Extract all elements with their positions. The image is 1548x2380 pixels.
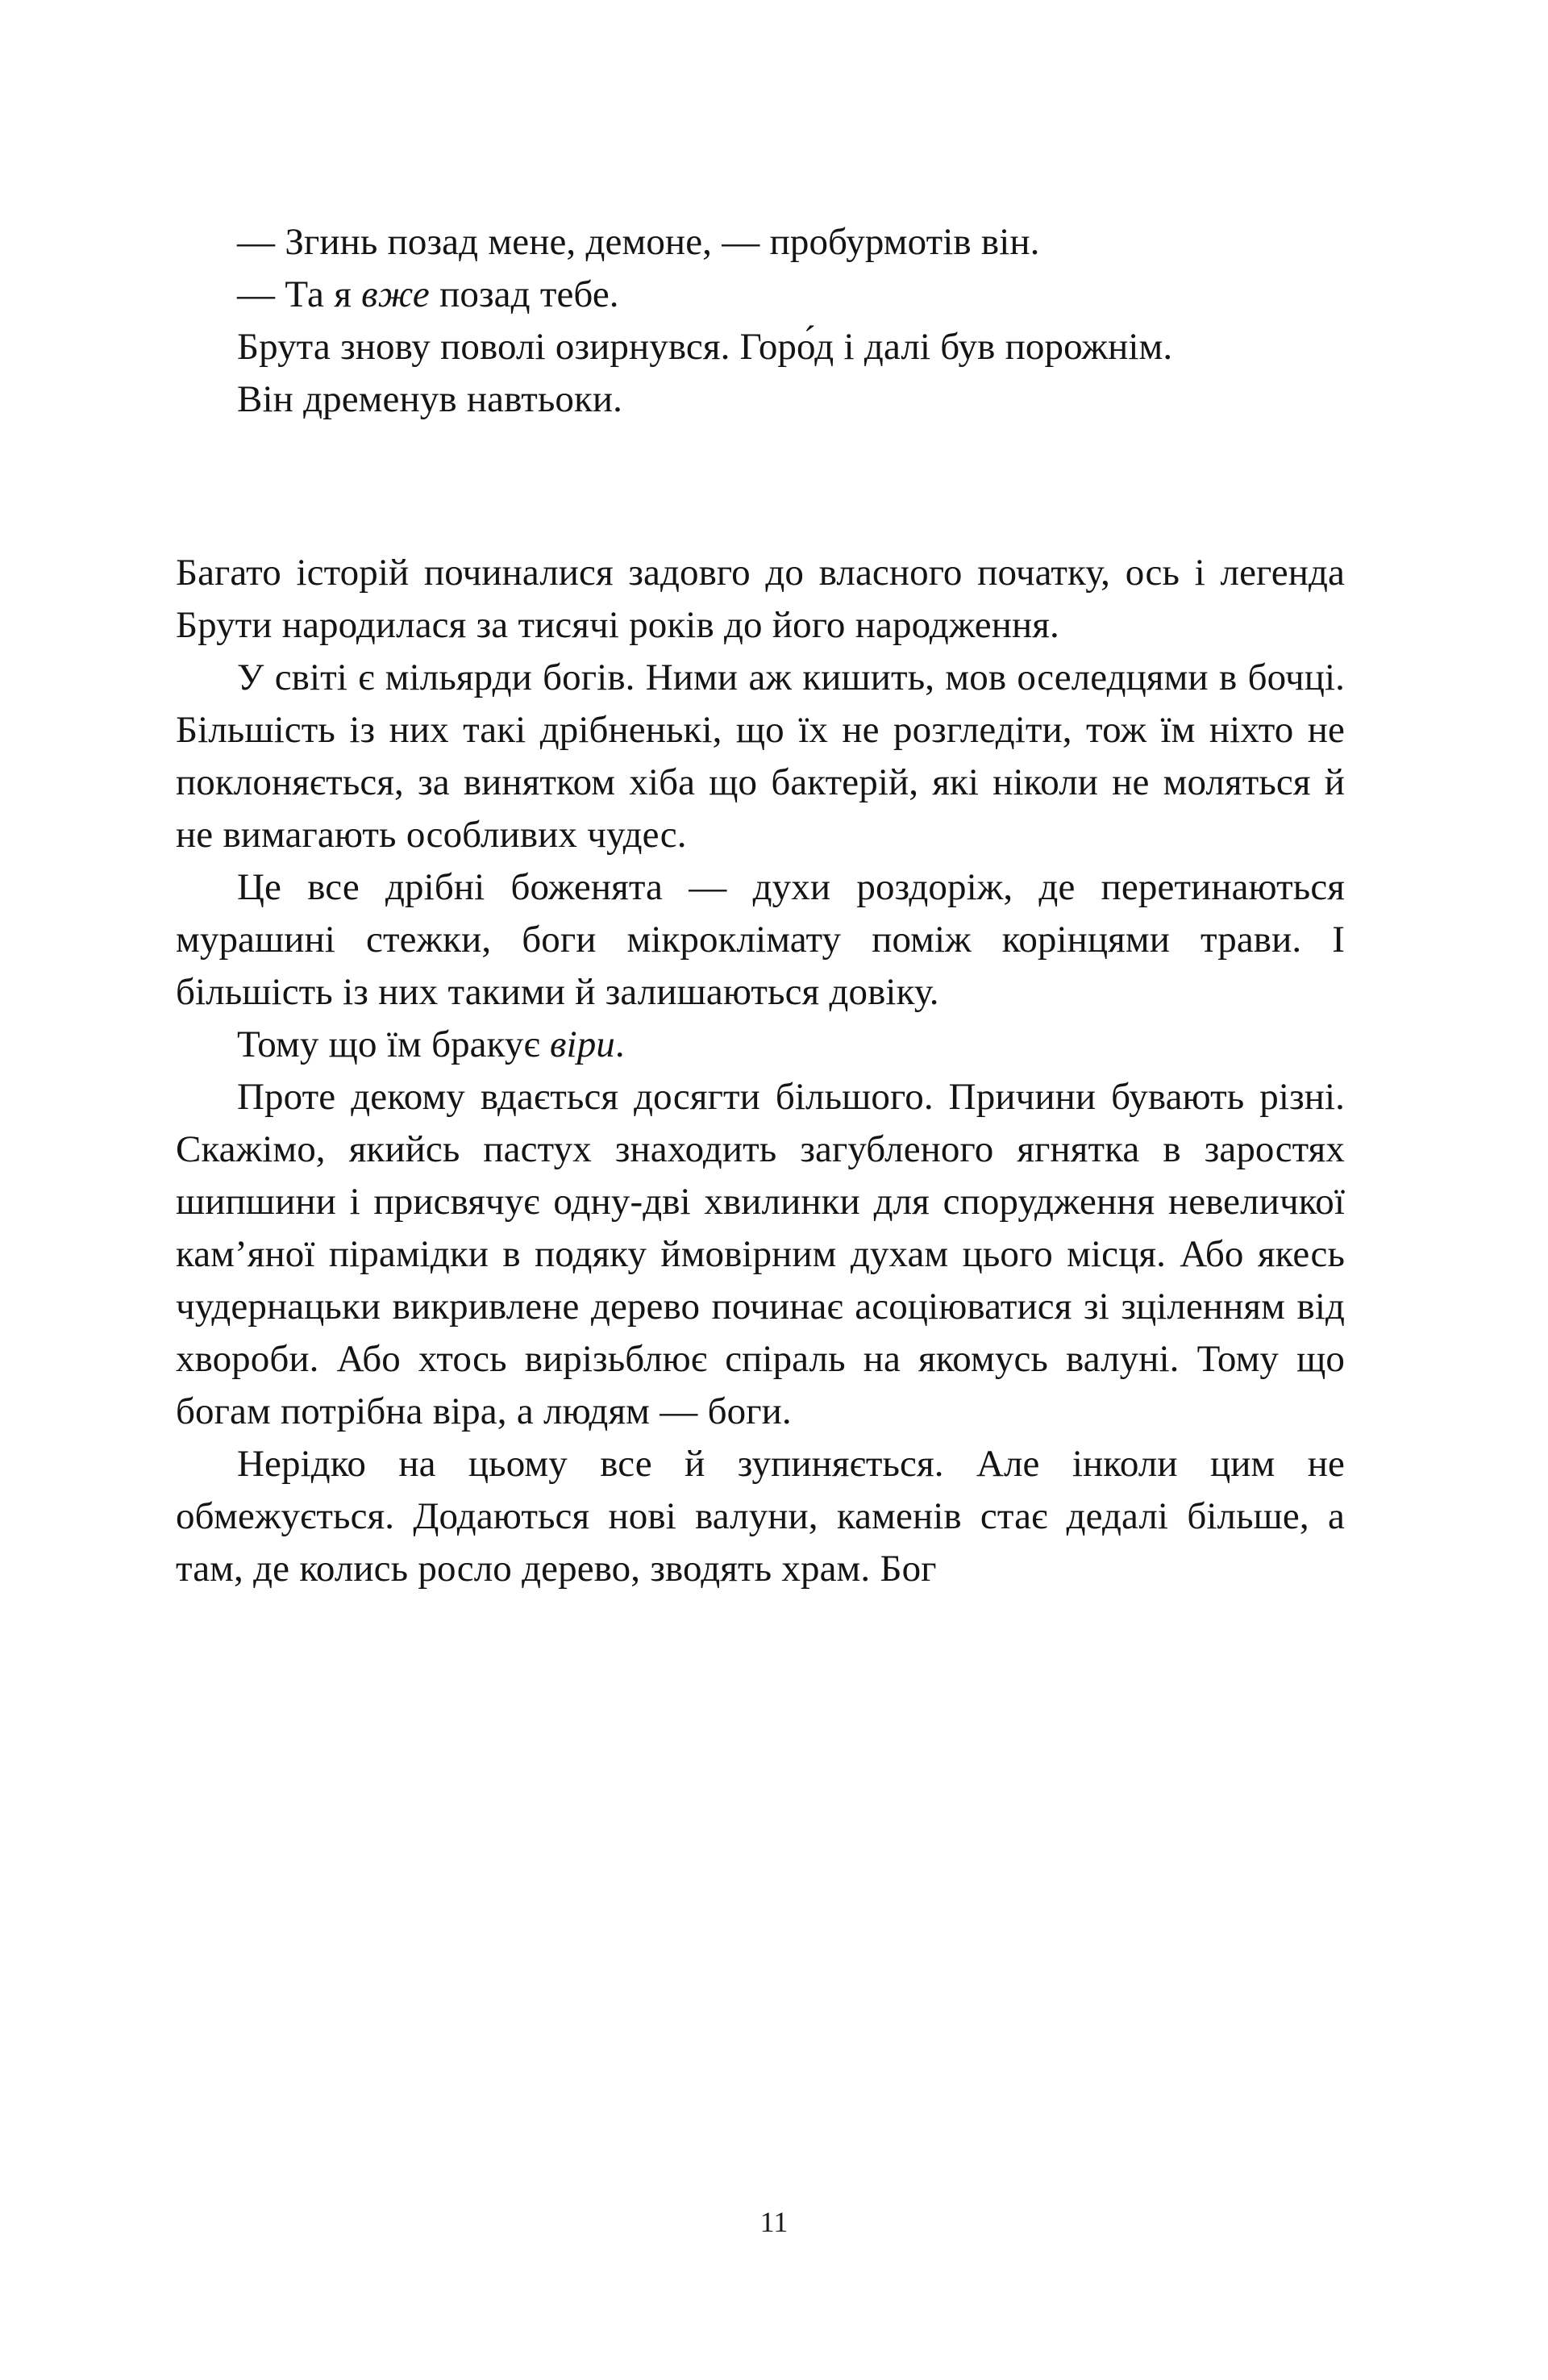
paragraph-para-some-achieve-more (176, 1071, 1345, 1438)
body-text: . (614, 1023, 625, 1065)
body-text: Проте декому вдається досягти більшого. Причини бувають різні. Скажімо, якийсь пастух знаходить загубленого ягнятка в заростях шипшини і присвячує одну-дві хвилинки для спорудження невеличкої кам’яної пірамідки в подяку ймовірним духам цього місця. Або якесь чудернацьки викривлене дерево починає асоціюватися зі зціленням від хвороби. Або хтось вирізьблює спіраль на якомусь валуні. Тому що богам потрібна віра, а людям — боги. (176, 1076, 1345, 1432)
paragraph-para-lack-belief (176, 1019, 1345, 1071)
emphasis-text: віри (550, 1023, 615, 1065)
body-text: — Згинь позад мене, демоне, — пробурмотів він. (237, 221, 1040, 263)
body-text: Він дременув навтьоки. (237, 378, 623, 420)
paragraph-para-he-fled (176, 373, 1345, 426)
paragraph-para-often-it-stops (176, 1438, 1345, 1595)
body-text: Нерідко на цьому все й зупиняється. Але інколи цим не обмежується. Додаються нові валуни, каменів стає дедалі більше, а там, де колись росло дерево, зводять храм. Бог (176, 1443, 1345, 1590)
paragraph-para-bruta-looked-back (176, 321, 1345, 373)
paragraph-dialogue-2 (176, 269, 1345, 321)
body-text: Брута знову поволі озирнувся. Горо́д і далі був порожнім. (237, 326, 1173, 368)
paragraph-para-many-stories (176, 547, 1345, 652)
paragraph-para-billions-of-gods (176, 652, 1345, 861)
body-text: У світі є мільярди богів. Ними аж кишить, мов оселедцями в бочці. Більшість із них такі дрібненькі, що їх не розгледіти, тож їм ніхто не поклоняється, за винятком хіба що бактерій, які ніколи не моляться й не вимагають особливих чудес. (176, 656, 1345, 856)
body-text: Це все дрібні боженята — духи роздоріж, де перетинаються мурашині стежки, боги мікроклімату поміж корінцями трави. І більшість із них такими й залишаються довіку. (176, 866, 1345, 1013)
text-block-scene-end (176, 216, 1345, 426)
paragraph-dialogue-1 (176, 216, 1345, 269)
page-number: 11 (759, 2206, 789, 2238)
paragraph-para-small-godlets (176, 861, 1345, 1019)
text-column (176, 216, 1345, 1595)
body-text: позад тебе. (429, 273, 619, 315)
body-text: Тому що їм бракує (237, 1023, 551, 1065)
body-text: Багато історій починалися задовго до власного початку, ось і легенда Брути народилася за тисячі років до його народження. (176, 552, 1345, 646)
body-text: — Та я (237, 273, 362, 315)
emphasis-text: вже (361, 273, 430, 315)
text-block-new-section (176, 547, 1345, 1595)
